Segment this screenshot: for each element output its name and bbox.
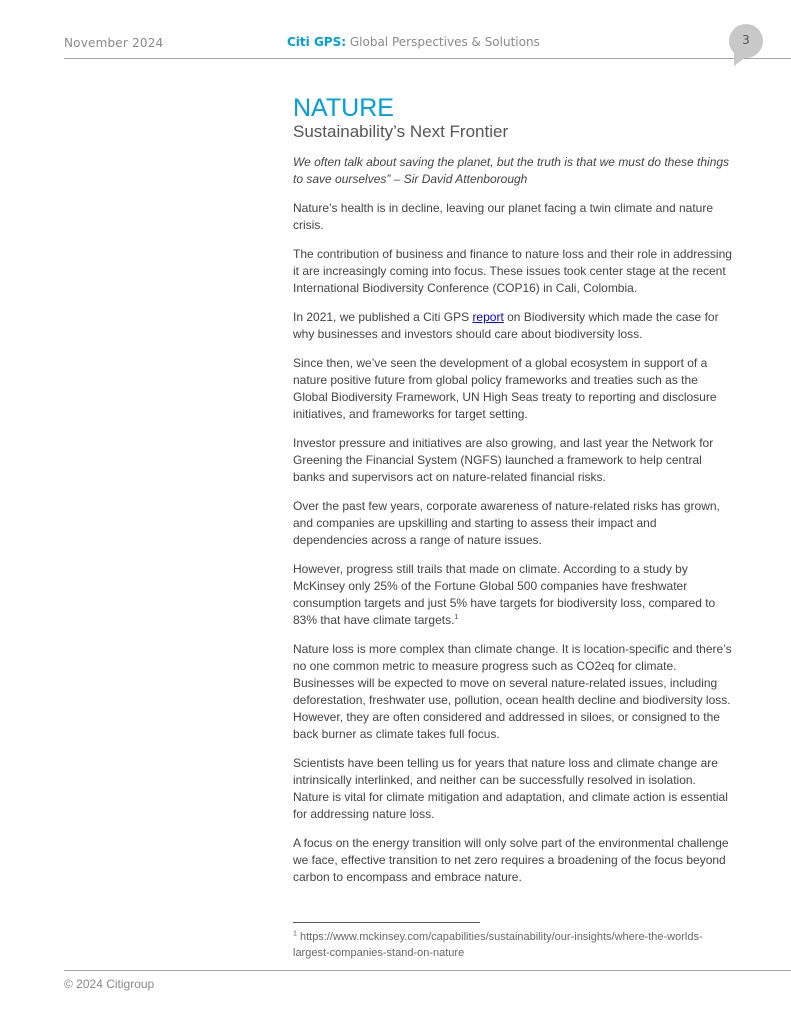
paragraph-6: Over the past few years, corporate awareness of nature-related risks has grown, and companies are upskilling and starting to assess their impact and dependencies across a range of nature issues. [293,499,720,547]
article-title: NATURE [293,94,394,122]
paragraph-10: A focus on the energy transition will only solve part of the environmental challenge we face, effective transition to net zero requires a broadening of the focus beyond carbon to encompass and embrace nature. [293,836,729,884]
brand-tagline: Global Perspectives & Solutions [346,35,540,49]
paragraph-3-text-before: In 2021, we published a Citi GPS [293,310,473,324]
footnote [293,929,733,961]
paragraph-7-text: However, progress still trails that made on climate. According to a study by McKinsey only 25% of the Fortune Global 500 companies have freshwater consumption targets and just 5% have targets for biodiversity loss, compared to 83% that have climate targets. [293,562,716,627]
paragraph-2: The contribution of business and finance to nature loss and their role in addressing it are increasingly coming into focus. These issues took center stage at the recent International Biodiversity Conference (COP16) in Cali, Colombia. [293,247,732,295]
page-number: 3 [742,33,750,47]
header-divider [64,58,791,59]
paragraph-4: Since then, we’ve seen the development of a global ecosystem in support of a nature positive future from global policy frameworks and treaties such as the Global Biodiversity Framework, UN High Seas treaty to reporting and disclosure initiatives, and frameworks for target setting. [293,356,717,421]
paragraph-3 [293,309,733,343]
article [293,94,733,898]
paragraph-8: Nature loss is more complex than climate change. It is location-specific and there’s no one common metric to measure progress such as CO2eq for climate. Businesses will be expected to move on several nature-related issues, including deforestation, freshwater use, pollution, ocean health decline and biodiversity loss. However, they are often considered and addressed in siloes, or consigned to the back burner as climate takes full focus. [293,642,732,741]
article-subtitle: Sustainability’s Next Frontier [293,122,509,141]
paragraph-9: Scientists have been telling us for years that nature loss and climate change are intrinsically interlinked, and neither can be successfully resolved in isolation. Nature is vital for climate mitigation and adaptation, and climate action is essential for addressing nature loss. [293,756,728,821]
paragraph-5: Investor pressure and initiatives are also growing, and last year the Network for Greening the Financial System (NGFS) launched a framework to help central banks and supervisors act on nature-related financial risks. [293,436,714,484]
header-date: November 2024 [64,36,164,50]
paragraph-3-text-after: on Biodiversity which made the case for why businesses and investors should care about biodiversity loss. [293,310,719,341]
report-link[interactable]: report [472,310,504,324]
footnote-marker: 1 [293,930,297,938]
footer-copyright: © 2024 Citigroup [64,977,155,991]
header-brand [287,35,540,49]
epigraph-quote: We often talk about saving the planet, but the truth is that we must do these things to save ourselves” – Sir David Attenborough [293,155,730,186]
footnote-reference[interactable]: 1 [454,614,459,621]
paragraph-7 [293,561,733,629]
footnote-url[interactable]: https://www.mckinsey.com/capabilities/sustainability/our-insights/where-the-worlds-largest-companies-stand-on-nature [293,931,703,959]
footnote-divider [293,922,480,923]
paragraph-1: Nature’s health is in decline, leaving our planet facing a twin climate and nature crisis. [293,201,714,232]
footer-divider [64,970,791,971]
brand-name: Citi GPS: [287,35,347,49]
page-number-badge [729,24,765,68]
